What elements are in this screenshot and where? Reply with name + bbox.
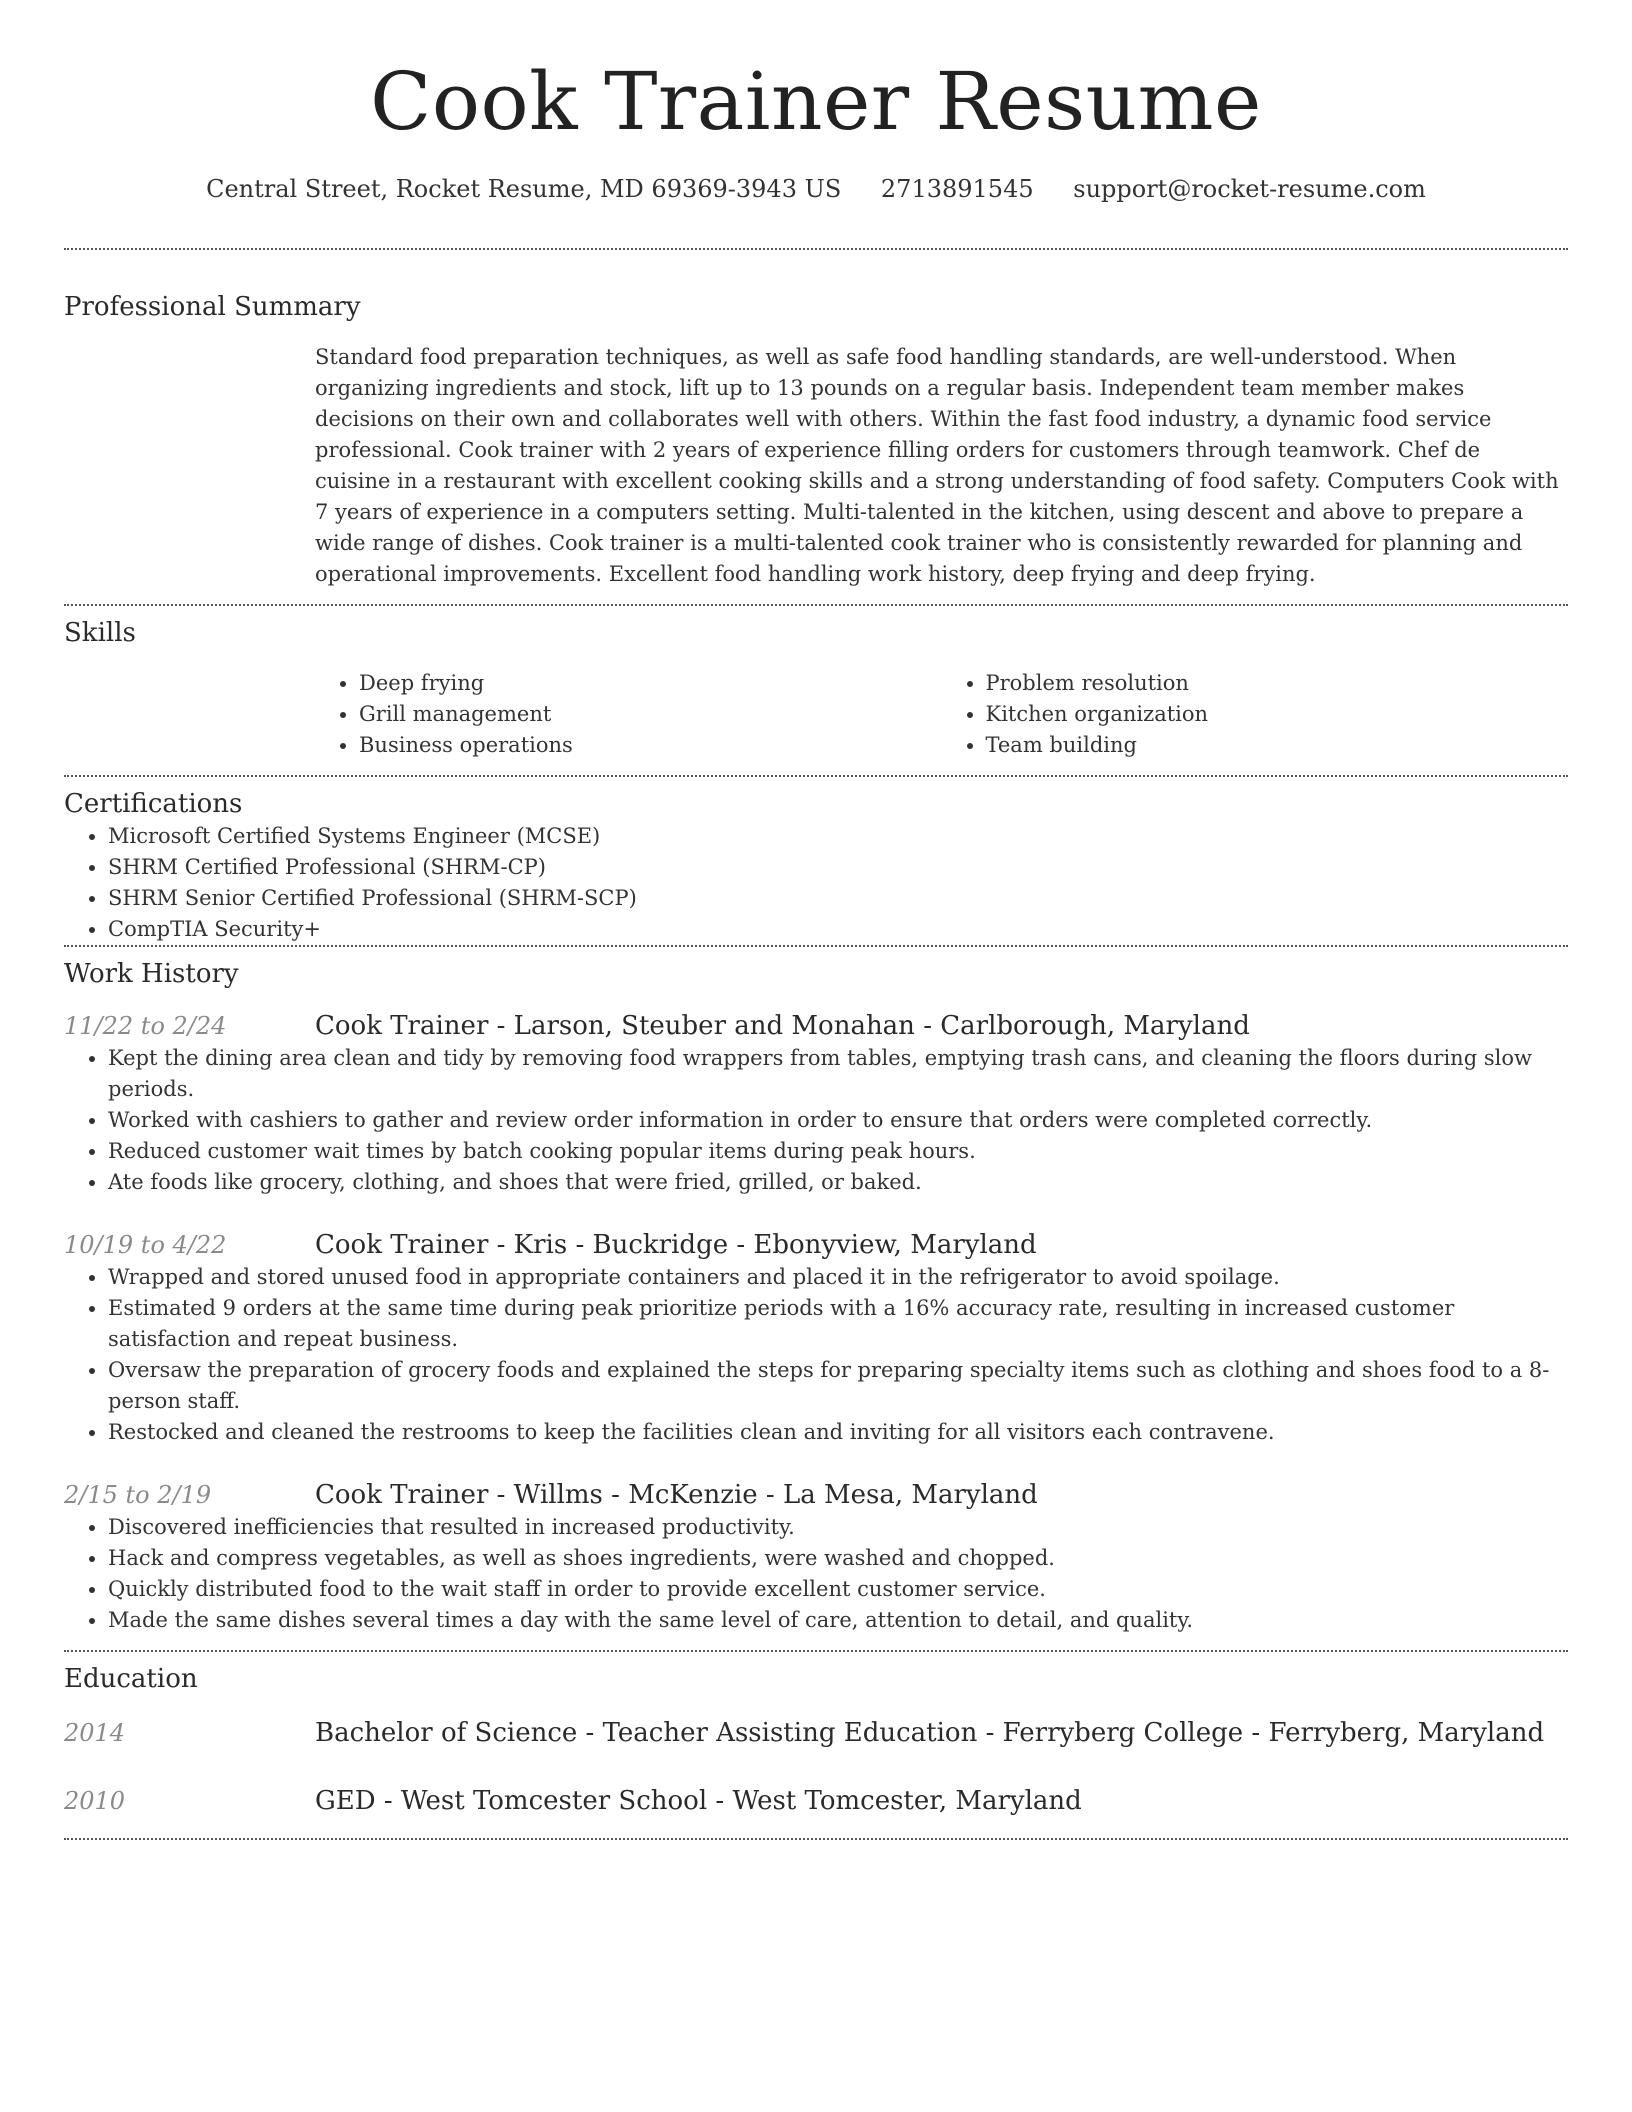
certification-item: • CompTIA Security+ [108,914,1568,945]
skill-item: • Kitchen organization [986,699,1569,730]
job-entry [64,1478,1568,1636]
resume-title: Cook Trainer Resume [370,55,1262,148]
work-history-section [64,947,1568,1636]
education-section [64,1652,1568,1818]
skills-list-right [942,668,1569,761]
job-bullet: • Discovered inefficiencies that resulted in increased productivity. [108,1512,1568,1543]
job-bullet: • Made the same dishes several times a day with the same level of care, attention to detail, and quality. [108,1605,1568,1636]
job-bullet: • Ate foods like grocery, clothing, and shoes that were fried, grilled, or baked. [108,1167,1568,1198]
certifications-section [64,777,1568,945]
job-entry [64,1228,1568,1448]
summary-section [64,250,1568,590]
contact-line [64,172,1568,206]
education-entry [64,1716,1568,1750]
education-heading: Education [64,1664,198,1694]
job-bullet: • Estimated 9 orders at the same time during peak prioritize periods with a 16% accuracy rate, resulting in increased customer satisfaction and repeat business. [108,1293,1568,1355]
job-dates: 2/15 to 2/19 [64,1481,212,1509]
skills-grid [315,668,1568,761]
job-bullet: • Worked with cashiers to gather and review order information in order to ensure that orders were completed correctly. [108,1105,1568,1136]
job-bullet: • Hack and compress vegetables, as well as shoes ingredients, were washed and chopped. [108,1543,1568,1574]
contact-address: Central Street, Rocket Resume, MD 69369-3943 US [206,175,842,203]
job-title: Cook Trainer - Larson, Steuber and Monahan - Carlborough, Maryland [315,1011,1250,1041]
contact-email[interactable]: support@rocket-resume.com [1073,175,1426,203]
education-year: 2010 [64,1787,126,1815]
job-bullet: • Quickly distributed food to the wait staff in order to provide excellent customer service. [108,1574,1568,1605]
summary-text: Standard food preparation techniques, as well as safe food handling standards, are well-understood. When organizing ingredients and stock, lift up to 13 pounds on a regular basis. Independent team member makes decisions on their own and collaborates well with others. Within the fast food industry, a dynamic food service professional. Cook trainer with 2 years of experience filling orders for customers through teamwork. Chef de cuisine in a restaurant with excellent cooking skills and a strong understanding of food safety. Computers Cook with 7 years of experience in a computers setting. Multi-talented in the kitchen, using descent and above to prepare a wide range of dishes. Cook trainer is a multi-talented cook trainer who is consistently rewarded for planning and operational improvements. Excellent food handling work history, deep frying and deep frying. [315,345,1559,586]
contact-phone: 2713891545 [880,175,1034,203]
education-year: 2014 [64,1719,126,1747]
certification-item: • SHRM Senior Certified Professional (SHRM-SCP) [108,883,1568,914]
certification-item: • Microsoft Certified Systems Engineer (MCSE) [108,821,1568,852]
job-bullets [64,1512,1568,1636]
skills-heading: Skills [64,618,136,648]
certifications-list [64,821,1568,945]
skill-item: • Problem resolution [986,668,1569,699]
job-bullets [64,1043,1568,1198]
job-bullet: • Kept the dining area clean and tidy by removing food wrappers from tables, emptying trash cans, and cleaning the floors during slow periods. [108,1043,1568,1105]
certification-item: • SHRM Certified Professional (SHRM-CP) [108,852,1568,883]
skills-section [64,606,1568,761]
work-history-heading: Work History [64,959,239,989]
education-title: GED - West Tomcester School - West Tomcester, Maryland [315,1786,1082,1816]
job-title: Cook Trainer - Willms - McKenzie - La Mesa, Maryland [315,1480,1038,1510]
job-dates: 10/19 to 4/22 [64,1231,227,1259]
job-header [64,1228,1568,1262]
skill-item: • Grill management [359,699,942,730]
education-title: Bachelor of Science - Teacher Assisting Education - Ferryberg College - Ferryberg, Maryland [315,1718,1545,1748]
job-entry [64,1009,1568,1198]
skill-item: • Deep frying [359,668,942,699]
job-bullet: • Restocked and cleaned the restrooms to keep the facilities clean and inviting for all visitors each contravene. [108,1417,1568,1448]
job-title: Cook Trainer - Kris - Buckridge - Ebonyview, Maryland [315,1230,1037,1260]
job-bullet: • Oversaw the preparation of grocery foods and explained the steps for preparing specialty items such as clothing and shoes food to a 8-person staff. [108,1355,1568,1417]
divider [64,1838,1568,1840]
job-bullets [64,1262,1568,1448]
skill-item: • Team building [986,730,1569,761]
job-header [64,1478,1568,1512]
job-dates: 11/22 to 2/24 [64,1012,227,1040]
job-bullet: • Reduced customer wait times by batch cooking popular items during peak hours. [108,1136,1568,1167]
resume-page [64,0,1568,1840]
skills-list-left [315,668,942,761]
certifications-heading: Certifications [64,789,243,819]
job-bullet: • Wrapped and stored unused food in appropriate containers and placed it in the refrigerator to avoid spoilage. [108,1262,1568,1293]
summary-heading: Professional Summary [64,292,361,322]
job-header [64,1009,1568,1043]
skill-item: • Business operations [359,730,942,761]
education-entry [64,1784,1568,1818]
